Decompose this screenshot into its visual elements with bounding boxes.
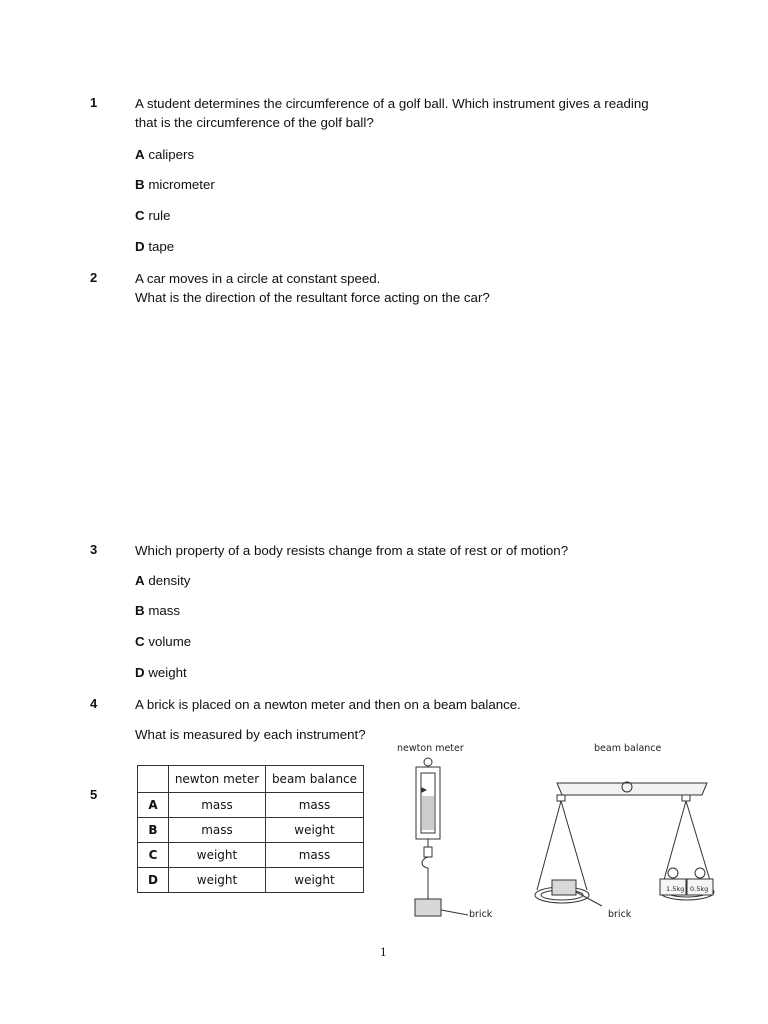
table-cell: mass — [169, 793, 266, 818]
question-line: What is measured by each instrument? — [135, 727, 366, 742]
option-letter: C — [135, 208, 145, 223]
option — [135, 147, 194, 162]
question-number: 4 — [90, 696, 98, 711]
option-text: calipers — [148, 147, 195, 162]
newton-meter-diagram — [400, 755, 480, 925]
option-letter: A — [135, 147, 145, 162]
beam-balance-label: beam balance — [594, 743, 662, 754]
question-text — [135, 269, 695, 307]
table-header-cell: beam balance — [266, 766, 364, 793]
option-text: rule — [148, 208, 171, 223]
option-letter: D — [135, 665, 145, 680]
table-cell: weight — [169, 868, 266, 893]
newton-meter-label: newton meter — [397, 743, 464, 754]
option — [135, 665, 187, 680]
table-row — [138, 793, 364, 818]
question-number: 5 — [90, 787, 98, 802]
page-number: 1 — [380, 944, 387, 959]
table-header-cell — [138, 766, 169, 793]
table-cell: weight — [266, 868, 364, 893]
brick-label: brick — [608, 909, 632, 920]
question-text — [135, 695, 695, 714]
table-row — [138, 868, 364, 893]
option — [135, 634, 191, 649]
beam-balance-diagram — [532, 775, 732, 915]
question-text — [135, 94, 695, 132]
weight-label: 1.5kg — [666, 885, 685, 893]
question-number: 1 — [90, 95, 98, 110]
question-line: that is the circumference of the golf ball? — [135, 115, 374, 130]
table-cell: weight — [169, 843, 266, 868]
option-letter: A — [135, 573, 145, 588]
option-text: weight — [148, 665, 187, 680]
table-cell: C — [138, 843, 169, 868]
table-cell: mass — [169, 818, 266, 843]
question-text — [135, 541, 695, 560]
answer-table — [137, 765, 364, 893]
option-text: mass — [148, 603, 181, 618]
option — [135, 177, 215, 192]
option — [135, 239, 174, 254]
option-letter: D — [135, 239, 145, 254]
table-cell: mass — [266, 843, 364, 868]
option-text: micrometer — [148, 177, 215, 192]
option — [135, 573, 190, 588]
table-cell: D — [138, 868, 169, 893]
question-line: What is the direction of the resultant force acting on the car? — [135, 290, 490, 305]
option — [135, 603, 180, 618]
option-text: volume — [148, 634, 192, 649]
table-cell: A — [138, 793, 169, 818]
table-header-cell: newton meter — [169, 766, 266, 793]
question-line: A student determines the circumference of a golf ball. Which instrument gives a reading — [135, 96, 649, 111]
question-text — [135, 725, 695, 744]
option-text: density — [148, 573, 191, 588]
option-letter: B — [135, 603, 145, 618]
question-line: A brick is placed on a newton meter and then on a beam balance. — [135, 697, 521, 712]
question-number: 3 — [90, 542, 98, 557]
table-header-row — [138, 766, 364, 793]
question-number: 2 — [90, 270, 98, 285]
table-cell: B — [138, 818, 169, 843]
table-cell: mass — [266, 793, 364, 818]
option-letter: C — [135, 634, 145, 649]
option — [135, 208, 171, 223]
question-line: A car moves in a circle at constant speed. — [135, 271, 381, 286]
weight-label: 0.5kg — [690, 885, 709, 893]
option-text: tape — [148, 239, 175, 254]
brick-label: brick — [469, 909, 493, 920]
table-row — [138, 818, 364, 843]
question-line: Which property of a body resists change from a state of rest or of motion? — [135, 543, 569, 558]
table-row — [138, 843, 364, 868]
option-letter: B — [135, 177, 145, 192]
table-cell: weight — [266, 818, 364, 843]
